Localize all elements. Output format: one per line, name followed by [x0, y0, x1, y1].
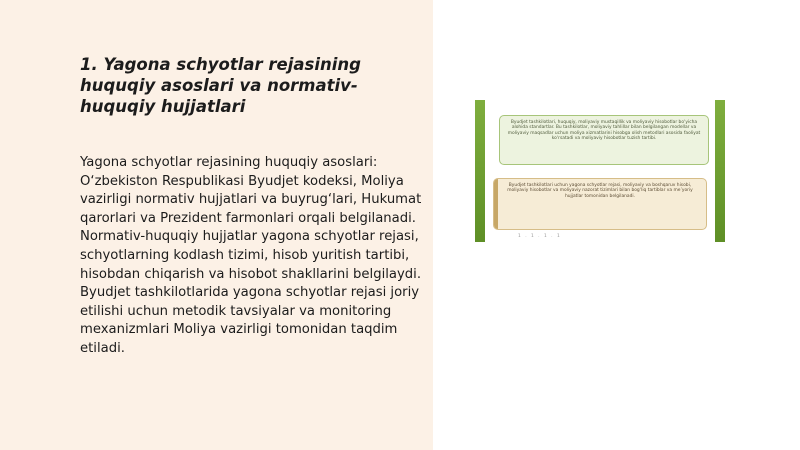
figure-callout-green: [499, 115, 709, 165]
slide-title: 1. Yagona schyotlar rejasining huquqiy asoslari va normativ-huquqiy hujjatlari: [80, 55, 361, 116]
figure-left-stripe: [475, 100, 485, 242]
figure-right-stripe: [715, 100, 725, 242]
figure-caption: 1 . 1 . 1 . 1: [518, 234, 562, 239]
figure-callout-beige-text: Byudjet tashkilotlari uchun yagona schyotlar rejasi, moliyaviy va boshqaruv hisobi, moliyaviy hisobotlar va moliyaviy nazorat tizimlari bilan bog‘liq tartiblar va me’yoriy hujjatlar tomonidan belgilanadi.: [507, 183, 693, 199]
figure-callout-green-text: Byudjet tashkilotlari, huquqiy, moliyaviy mustaqillik va moliyaviy hisobotlar bo‘yicha alohida standartlar. Bu tashkilotlar, moliyaviy tahlillar bilan belgilangan modellar va moliyaviy maqsadlar uchun moliya xizmatlarini hisobga olish metodlari asosida faoliyat ko‘rsatadi va moliyaviy hisobotlar tuzish tartibi.: [507, 120, 701, 142]
figure-callout-accent-bar: [493, 178, 498, 230]
figure-image: [475, 100, 725, 242]
figure-callout-beige: [493, 178, 707, 230]
slide-body-text: Yagona schyotlar rejasining huquqiy asoslari: O‘zbekiston Respublikasi Byudjet kodeksi, Moliya vazirligi normativ hujjatlari va buyrug‘lari, Hukumat qarorlari va Prezident farmonlari orqali belgilanadi. Normativ-huquqiy hujjatlar yagona schyotlar rejasi, schyotlarning kodlash tizimi, hisob yuritish tartibi, hisobdan chiqarish va hisobot shakllarini belgilaydi. Byudjet tashkilotlarida yagona schyotlar rejasi joriy etilishi uchun metodik tavsiyalar va monitoring mexanizmlari Moliya vazirligi tomonidan taqdim etiladi.: [80, 155, 422, 356]
